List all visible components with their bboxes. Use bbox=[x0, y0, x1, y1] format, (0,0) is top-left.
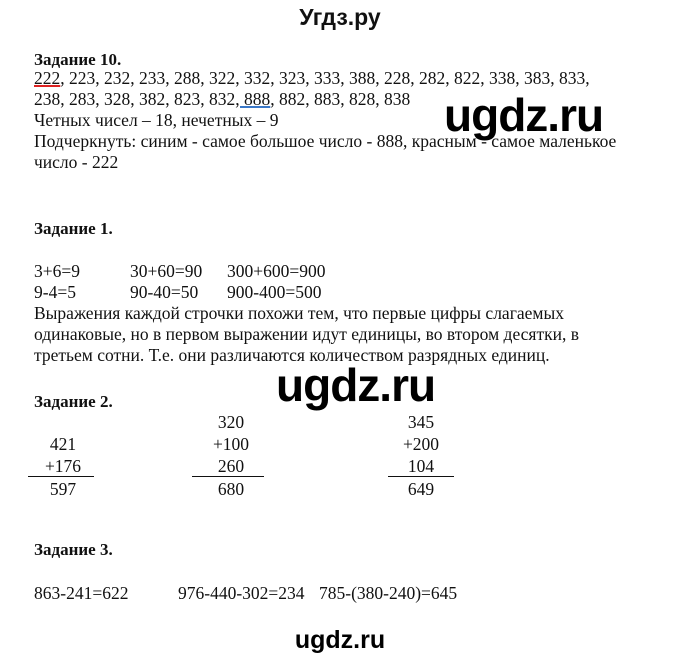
task1-heading: Задание 1. bbox=[34, 219, 113, 238]
task10-heading: Задание 10. bbox=[34, 50, 122, 69]
task10-note-line2: число - 222 bbox=[34, 152, 119, 172]
largest-number-underlined: , 888 bbox=[235, 89, 271, 109]
task2-column-1: 421 +176 597 bbox=[28, 411, 98, 500]
task3-expression-1: 863-241=622 bbox=[34, 583, 129, 603]
task1-row2-c: 900-400=500 bbox=[227, 282, 322, 302]
task1-row1-a: 3+6=9 bbox=[34, 261, 80, 281]
task1-explanation-1: Выражения каждой строчки похожи тем, что первые цифры слагаемых bbox=[34, 303, 564, 323]
task10-numbers-line2: 238, 283, 328, 382, 823, 832, 888, 882, 883, 828, 838 bbox=[34, 89, 411, 109]
task2-result-2: 680 bbox=[217, 479, 245, 499]
task1-explanation-2: одинаковые, но в первом выражении идут единицы, во втором десятки, в bbox=[34, 324, 579, 344]
watermark: ugdz.ru bbox=[294, 626, 386, 654]
task1-row1-c: 300+600=900 bbox=[227, 261, 326, 281]
task1-row2-a: 9-4=5 bbox=[34, 282, 76, 302]
task1-row2-b: 90-40=50 bbox=[130, 282, 199, 302]
smallest-number-underlined: 222 bbox=[34, 68, 61, 88]
task10-numbers-line1: 222, 223, 232, 233, 288, 322, 332, 323, 333, 388, 228, 282, 822, 338, 383, 833, bbox=[34, 68, 590, 88]
task2-result-3: 649 bbox=[407, 479, 435, 499]
watermark: ugdz.ru bbox=[444, 89, 604, 141]
task10-note-line1: Подчеркнуть: синим - самое большое число - 888, красным - самое маленькое bbox=[34, 131, 617, 151]
task2-heading: Задание 2. bbox=[34, 392, 113, 411]
task2-result-1: 597 bbox=[49, 479, 77, 499]
sum-line bbox=[192, 476, 264, 477]
sum-line bbox=[388, 476, 454, 477]
task1-explanation-3: третьем сотни. Т.е. они различаются количеством разрядных единиц. bbox=[34, 345, 550, 365]
task3-expression-2: 976-440-302=234 bbox=[178, 583, 305, 603]
task3-heading: Задание 3. bbox=[34, 540, 113, 559]
task2-column-3: 345 +200 104 649 bbox=[386, 411, 456, 500]
watermark: ugdz.ru bbox=[276, 359, 436, 411]
task3-expression-3: 785-(380-240)=645 bbox=[319, 583, 458, 603]
site-title: Угдз.ру bbox=[299, 4, 381, 30]
sum-line bbox=[28, 476, 94, 477]
task10-counts: Четных чисел – 18, нечетных – 9 bbox=[34, 110, 279, 130]
task2-column-2: 320 +100 260 680 bbox=[196, 411, 266, 500]
task1-row1-b: 30+60=90 bbox=[130, 261, 203, 281]
